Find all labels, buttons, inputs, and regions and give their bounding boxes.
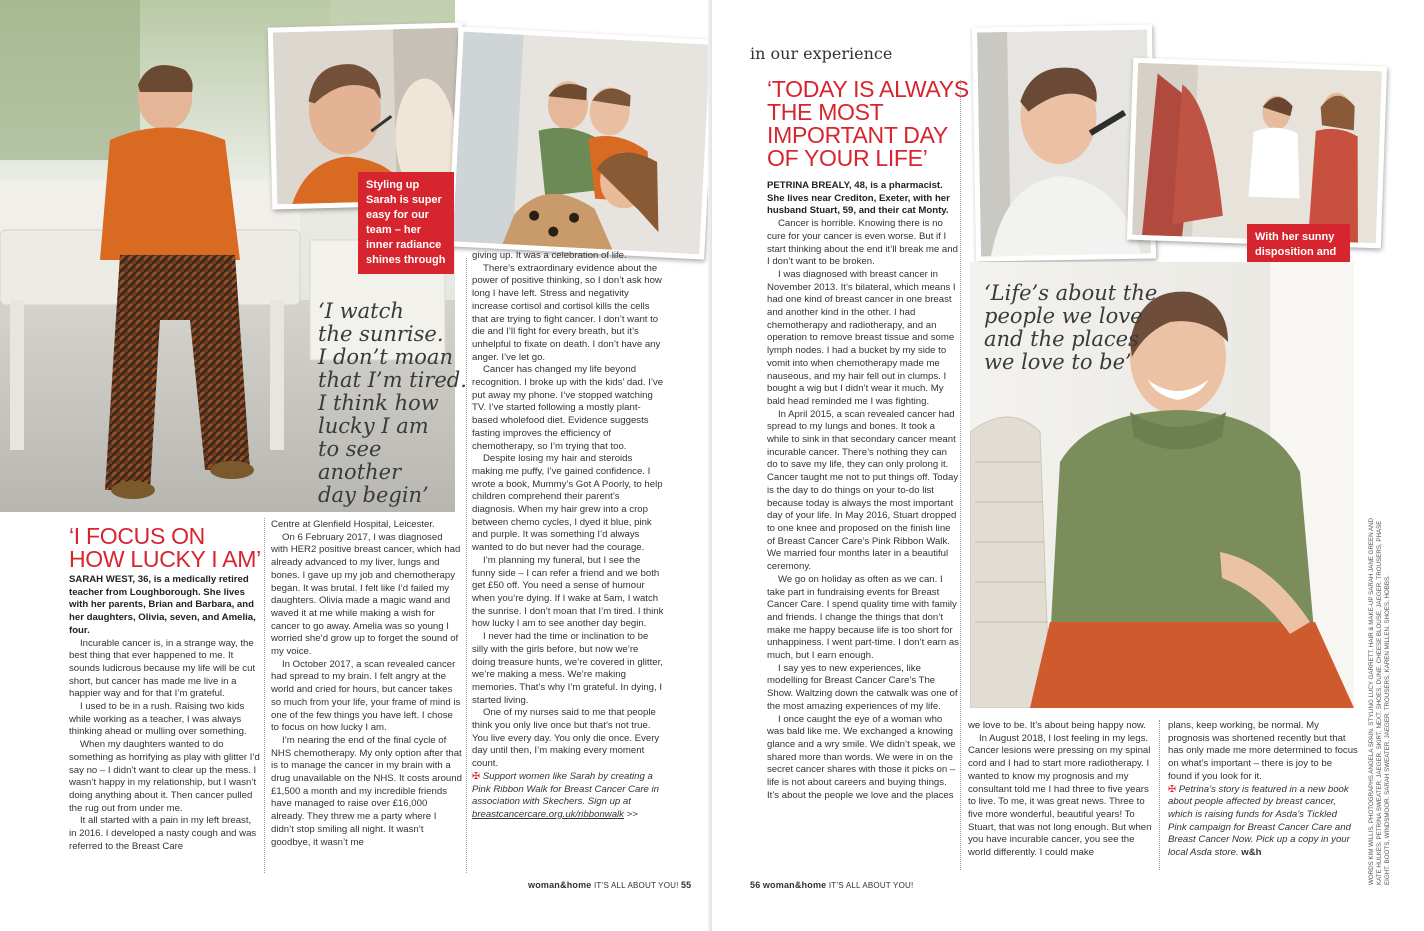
paragraph: Centre at Glenfield Hospital, Leicester. <box>271 519 435 530</box>
ribbon-mark-icon: ✠ <box>472 770 481 782</box>
caption-petrina: With her sunny disposition and <box>1247 224 1350 341</box>
paragraph: Despite losing my hair and steroids making me puffy, I’ve gained confidence. I wrote a book, Mummy’s Got A Poorly, to help children comprehend their parent’s diagnosis. When my hair grew into a crop between chemo cycles, I dyed it blue, pink and purple. It was something I’d always wanted to do but never had the courage. <box>472 453 663 554</box>
paragraph: I used to be in a rush. Raising two kids while working as a teacher, I was always thinking ahead or mulling over something. <box>69 701 247 738</box>
headline-petrina-line: IMPORTANT DAY <box>767 122 948 148</box>
column-rule <box>960 80 961 870</box>
headline-sarah <box>69 525 269 571</box>
sarah-column-1 <box>69 574 260 853</box>
paragraph: I was diagnosed with breast cancer in November 2013. It’s bilateral, which means I had one kind of breast cancer in one breast and another kind in the other. I had chemotherapy and radiotherapy, and an operation to remove breast tissue and some lymph nodes. I had a bucket by my side to vomit into when chemotherapy made me nauseous, and my hair fell out in clumps. I bought a wig but I didn’t wear it much. My bald head reminded me I was fighting. <box>767 268 956 407</box>
sarah-column-2 <box>271 519 462 849</box>
page-number: 56 <box>750 880 761 890</box>
column-rule <box>466 258 467 873</box>
paragraph: I’m nearing the end of the final cycle of NHS chemotherapy. My only option after that is to manage the cancer in my brain with a drug unavailable on the NHS. It costs around £1,500 a month and my incredible friends have managed to raise over £16,000 already. They threw me a party where I didn’t stop smiling all night. It wasn’t goodbye, it wasn’t me <box>271 734 462 848</box>
headline-petrina-line: THE MOST <box>767 99 884 125</box>
petrina-fitting-photo <box>1127 58 1387 249</box>
sarah-intro: SARAH WEST, 36, is a medically retired teacher from Loughborough. She lives with her parents, Brian and Barbara, and her daughters, Olivia, seven, and Amelia, four. <box>69 574 256 636</box>
paragraph: In October 2017, a scan revealed cancer had spread to my brain. I felt angry at the world and cried for hours, but cancer takes so much from your life, your frame of mind is one of the few things you have left. I chose to focus on how lucky I am. <box>271 658 461 734</box>
paragraph: I once caught the eye of a woman who was bald like me. We exchanged a knowing glance and a wry smile. We didn’t speak, we shared more than words. We were in on the secret cancer shares with those it picks on – life is not about careers and buying things. It’s about the people we love and the places <box>767 713 956 801</box>
ribbonwalk-link[interactable]: breastcancercare.org.uk/ribbonwalk <box>472 808 624 820</box>
paragraph: On 6 February 2017, I was diagnosed with HER2 positive breast cancer, which had already advanced to my liver, lungs and bones. I gave up my job and chemotherapy began. It was brutal. I felt like I’d failed my daughters. Olivia made a magic wand and waved it at me while making a wish for cancer to go away. Amelia was so young I worried she’d grow up to forget the sound of my voice. <box>271 531 461 658</box>
column-rule <box>264 518 265 873</box>
sarah-column-3 <box>472 250 664 822</box>
continue-arrow-icon: >> <box>626 808 638 820</box>
paragraph: It all started with a pain in my left breast, in 2016. I developed a nasty cough and was referred to the Breast Care <box>69 815 257 852</box>
sarah-support-note <box>472 771 664 822</box>
paragraph: plans, keep working, be normal. My prognosis was shortened recently but that has only made me more determined to focus on what’s important – there is joy to be found if you look for it. <box>1168 720 1358 782</box>
sarah-selfie-photo <box>447 26 715 259</box>
paragraph: In April 2015, a scan revealed cancer had spread to my lungs and bones. It took a while to sink in that secondary cancer meant incurable cancer. There’s nothing they can do to save my life, they can only prolong it. Cancer taught me not to put things off. Today is the day to do things on your to-do list because today is always the most important day of your life. In May 2016, Stuart dropped to one knee and proposed on the finish line of Breast Cancer Care’s Pink Ribbon Walk. We married four months later in a beautiful ceremony. <box>767 408 959 573</box>
paragraph: I’m planning my funeral, but I see the funny side – I can refer a friend and we both get £50 off. You need a sense of humour when you’re dying. If I wake at 5am, I watch the sunrise. I don’t moan that I’m tired. I think how lucky I am to see another day begin. <box>472 554 664 630</box>
folio-brand: woman&home <box>528 880 592 890</box>
pull-quote-sarah: ‘I watch the sunrise. I don’t moan that I’m tired. I think how lucky I am to see another day begin’ <box>318 299 467 507</box>
paragraph: Cancer is horrible. Knowing there is no cure for your cancer is even worse. But if I start thinking about the end it’ll break me and I don’t want to be broken. <box>767 218 958 268</box>
folio-tag: IT’S ALL ABOUT YOU! <box>828 881 914 890</box>
petrina-book-note <box>1168 784 1358 860</box>
paragraph: I say yes to new experiences, like modelling for Breast Cancer Care’s The Show. Waltzing down the catwalk was one of the most amazing experiences of my life. <box>767 662 958 712</box>
paragraph: giving up. It was a celebration of life. <box>472 250 627 261</box>
headline-sarah-line2: HOW LUCKY I AM’ <box>69 546 261 572</box>
paragraph: Incurable cancer is, in a strange way, the best thing that ever happened to me. It sounds ludicrous because my life will be cut short, but cancer has made me live in a happier way and for that I’m grateful. <box>69 637 256 700</box>
headline-sarah-line1: ‘I FOCUS ON <box>69 523 205 549</box>
paragraph: In August 2018, I lost feeling in my legs. Cancer lesions were pressing on my spinal cord and I had to start more radiotherapy. I wanted to know my prognosis and my consultant told me I had three to five years to live. To me, it was great news. Three to five more wonderful, beautiful years! To Stuart, that was not long enough. But when you have incurable cancer, you see the world differently. I could make <box>968 732 1152 859</box>
folio-right <box>750 880 913 890</box>
paragraph: There’s extraordinary evidence about the power of positive thinking, so I don’t ask how long I have left. Stress and negativity increase cortisol and cortisol kills the cells that are trying to fight cancer. I don’t want to die and I’ll fight for every breath, but it’s unhelpful to fixate on death. I don’t have any anger. I’ve let go. <box>472 262 662 363</box>
paragraph: We go on holiday as often as we can. I take part in fundraising events for Breast Cancer Care. I spend quality time with family and friends. I change the things that don’t make me happy because life is too short for unhappiness. I went part-time. I don’t earn as much, but I earn enough. <box>767 573 959 662</box>
paragraph: Cancer has changed my life beyond recognition. I broke up with the kids’ dad. I’ve put away my phone. I’ve stopped watching TV. I’ve started following a mostly plant-based wholefood diet. Evidence suggests fasting improves the efficiency of chemotherapy, so I’m trying that too. <box>472 364 664 452</box>
petrina-column-2 <box>968 720 1158 860</box>
note-text: Support women like Sarah by creating a Pink Ribbon Walk for Breast Cancer Care in association with Skechers. Sign up at <box>472 770 659 808</box>
paragraph: One of my nurses said to me that people think you only live once but that’s not true. You live every day. You only die once. Every day until then, I’m making every moment count. <box>472 707 660 770</box>
headline-petrina-line: OF YOUR LIFE’ <box>767 145 928 171</box>
headline-petrina <box>767 78 977 170</box>
paragraph: When my daughters wanted to do something as horrifying as play with glitter I’d say no – I didn’t want to clear up the mess. I wasn’t happy in my relationship, but I wasn’t doing anything about it. Then cancer pulled the rug out from under me. <box>69 739 260 814</box>
petrina-column-3 <box>1168 720 1358 860</box>
column-rule <box>1159 720 1160 870</box>
caption-styling-sarah: Styling up Sarah is super easy for our team – her inner radiance shines through <box>358 172 454 274</box>
signoff-logo: w&h <box>1241 847 1262 859</box>
ribbon-mark-icon: ✠ <box>1168 783 1177 795</box>
petrina-intro: PETRINA BREALY, 48, is a pharmacist. She lives near Crediton, Exeter, with her husband Stuart, 59, and their cat Monty. <box>767 180 950 217</box>
folio-tag: IT’S ALL ABOUT YOU! <box>593 881 679 890</box>
paragraph: I never had the time or inclination to be silly with the girls before, but now we’re doing treasure hunts, we’re covered in glitter, we’re making a mess. We’re making memories. That’s why I’m grateful. In dying, I started living. <box>472 631 663 706</box>
right-page <box>712 0 1424 931</box>
section-label: in our experience <box>750 44 893 63</box>
photo-credits: WORDS KIM WILLIS. PHOTOGRAPHS ANGELA SPAIN. STYLING LUCY GARRETT. HAIR & MAKE-UP SARAH JANE GREEN AND KATE HULKES. PETRINA SWEATER, JAEGER. SKIRT, NEXT. SHOES, DUNE. CHEESE BLOUSE, JAEGER. TROUSERS, PHASE EIGHT. BOOTS, WINDSMOOR. SARAH SWEATER, JAEGER. TROUSERS, KAREN MILLEN. SHOES, HOBBS. <box>1368 517 1391 885</box>
paragraph: we love to be. It’s about being happy now. <box>968 720 1146 731</box>
folio-left <box>528 880 691 890</box>
petrina-column-1 <box>767 180 959 802</box>
folio-brand: woman&home <box>762 880 827 890</box>
page-number: 55 <box>680 880 692 890</box>
pull-quote-petrina: ‘Life’s about the people we love and the places we love to be’ <box>984 281 1158 374</box>
headline-petrina-line: ‘TODAY IS ALWAYS <box>767 76 969 102</box>
note-text: Petrina’s story is featured in a new book about people affected by breast cancer, which is raising funds for Asda’s Tickled Pink campaign for Breast Cancer Care and Breast Cancer Now. Pick up a copy in your local Asda store. <box>1168 783 1351 859</box>
